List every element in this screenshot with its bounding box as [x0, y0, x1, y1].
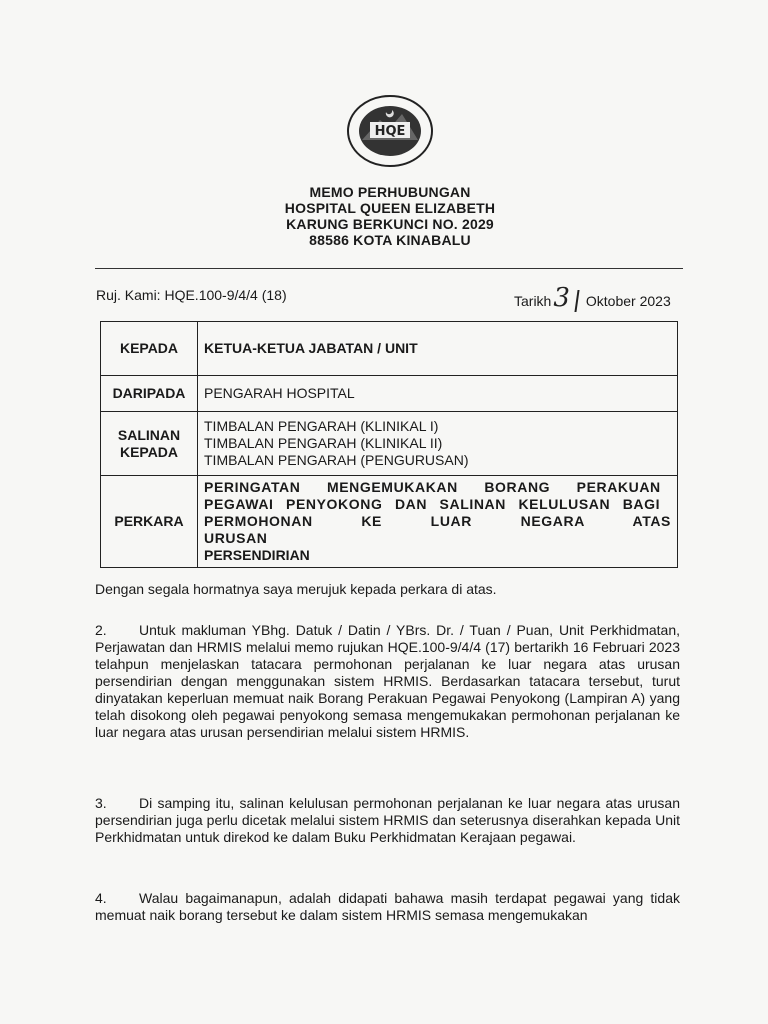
row-subject: [101, 476, 678, 568]
subject-value: [198, 476, 678, 568]
memo-header: [200, 184, 580, 248]
row-to: [101, 322, 678, 376]
cc-label-line1: SALINAN: [117, 426, 181, 443]
header-line-postcode: 88586 KOTA KINABALU: [309, 232, 471, 248]
subject-label: PERKARA: [101, 476, 198, 568]
memo-date: [514, 283, 671, 313]
hospital-logo: [346, 94, 434, 168]
paragraph-3-number: 3.: [95, 795, 107, 811]
paragraph-4-text: Walau bagaimanapun, adalah didapati bahawa masih terdapat pegawai yang tidak memuat naik borang tersebut ke dalam sistem HRMIS semasa mengemukakan: [95, 890, 680, 923]
date-day-handwritten: 3: [553, 283, 570, 313]
opening-paragraph: Dengan segala hormatnya saya merujuk kepada perkara di atas.: [95, 581, 497, 597]
subject-line-2: PEGAWAI PENYOKONG DAN SALINAN KELULUSAN BAGI: [204, 496, 661, 512]
cc-recipient-1: TIMBALAN PENGARAH (KLINIKAL I): [204, 418, 439, 434]
to-value: KETUA-KETUA JABATAN / UNIT: [198, 322, 678, 376]
to-label: KEPADA: [101, 322, 198, 376]
header-line-title: MEMO PERHUBUNGAN: [309, 184, 471, 200]
subject-line-3: PERMOHONAN KE LUAR NEGARA ATAS URUSAN: [204, 513, 671, 546]
cc-value: [198, 412, 678, 476]
paragraph-2-text: Untuk makluman YBhg. Datuk / Datin / YBrs. Dr. / Tuan / Puan, Unit Perkhidmatan, Perjawatan dan HRMIS melalui memo rujukan HQE.100-9/4/4 (17) bertarikh 16 Februari 2023 telahpun menjelaskan tatacara permohonan perjalanan ke luar negara atas urusan persendirian dengan menggunakan sistem HRMIS. Berdasarkan tatacara tersebut, turut dinyatakan keperluan memuat naik Borang Perakuan Pegawai Penyokong (Lampiran A) yang telah disokong oleh pegawai penyokong semasa mengemukakan permohonan perjalanan ke luar negara atas urusan persendirian melalui sistem HRMIS.: [95, 622, 680, 740]
from-label: DARIPADA: [101, 376, 198, 412]
memo-routing-table: [100, 321, 678, 568]
reference-number: Ruj. Kami: HQE.100-9/4/4 (18): [96, 287, 287, 303]
cc-label: [101, 412, 198, 476]
header-line-hospital: HOSPITAL QUEEN ELIZABETH: [284, 200, 496, 216]
row-cc: [101, 412, 678, 476]
date-month-year: Oktober 2023: [585, 293, 671, 309]
header-divider: [95, 268, 683, 269]
paragraph-3: [95, 795, 680, 846]
paragraph-2-number: 2.: [95, 622, 107, 638]
from-value: PENGARAH HOSPITAL: [198, 376, 678, 412]
cc-recipient-2: TIMBALAN PENGARAH (KLINIKAL II): [204, 435, 443, 451]
subject-line-1: PERINGATAN MENGEMUKAKAN BORANG PERAKUAN: [204, 479, 661, 495]
paragraph-2: [95, 622, 680, 741]
cc-label-line2: KEPADA: [119, 443, 179, 460]
date-label: Tarikh: [514, 293, 552, 309]
logo-monogram: HQE: [374, 124, 406, 139]
cc-recipient-3: TIMBALAN PENGARAH (PENGURUSAN): [204, 452, 469, 468]
paragraph-4: [95, 890, 680, 924]
paragraph-3-text: Di samping itu, salinan kelulusan permohonan perjalanan ke luar negara atas urusan persendirian juga perlu dicetak melalui sistem HRMIS dan seterusnya diserahkan kepada Unit Perkhidmatan untuk direkod ke dalam Buku Perkhidmatan Kerajaan pegawai.: [95, 795, 680, 845]
date-handwritten-stroke: [574, 290, 579, 312]
paragraph-4-number: 4.: [95, 890, 107, 906]
row-from: [101, 376, 678, 412]
subject-line-4: PERSENDIRIAN: [204, 547, 310, 563]
header-line-address: KARUNG BERKUNCI NO. 2029: [286, 216, 494, 232]
